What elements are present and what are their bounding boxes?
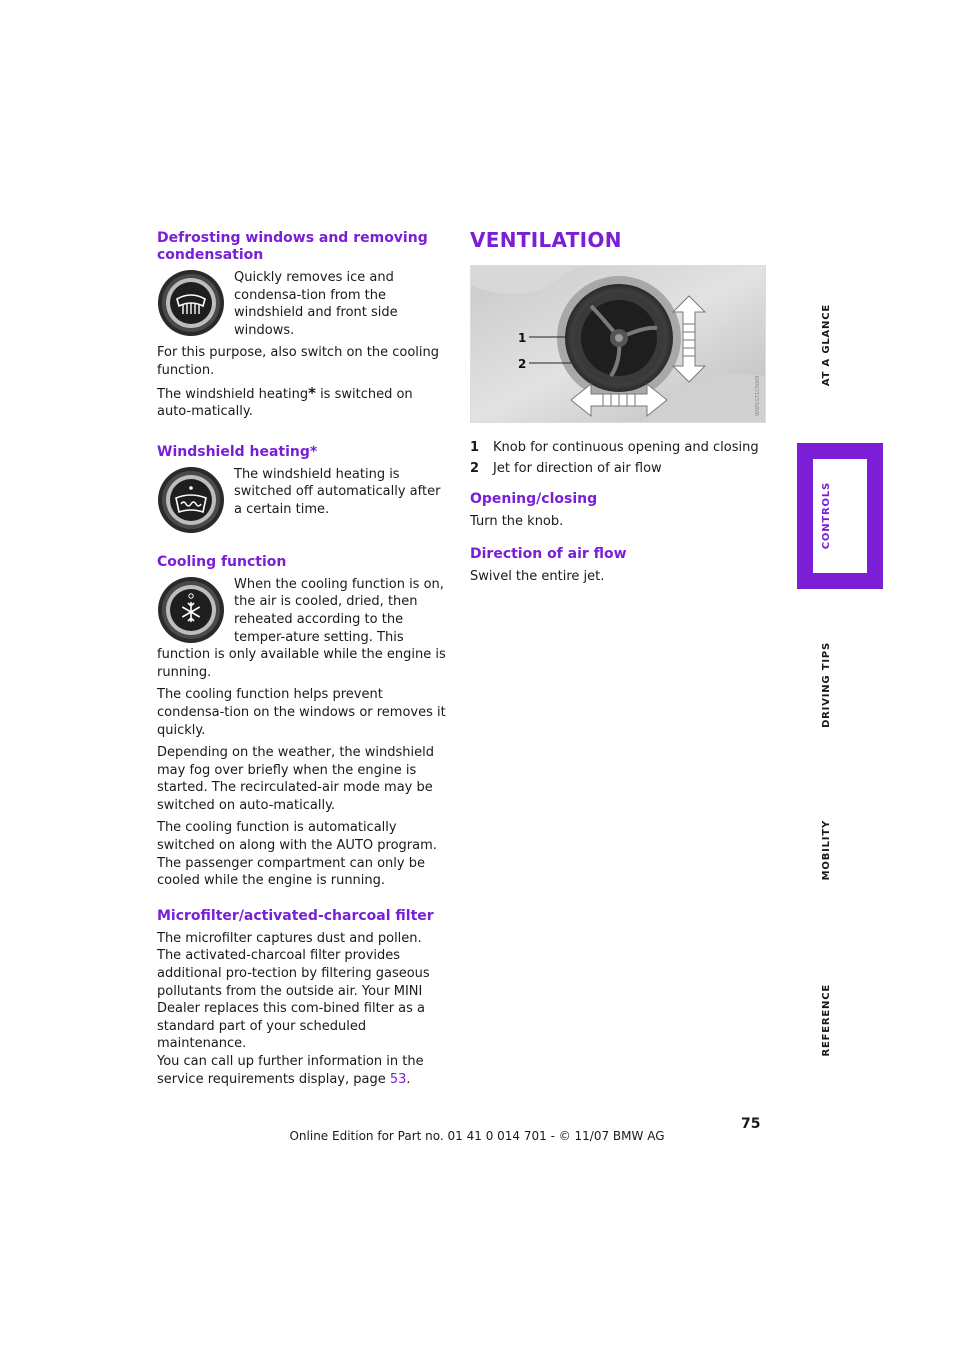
cooling-text-3: Depending on the weather, the windshield may fog over briefly when the engine is started. The recirculated-air mode may be switched on auto-matically.	[157, 745, 435, 813]
defrost-text-2: For this purpose, also switch on the cooling function.	[157, 345, 440, 378]
figure-code: W0P1GT1C5009	[755, 375, 761, 416]
snowflake-button-icon	[157, 576, 227, 644]
windshield-heating-button-icon	[157, 466, 227, 534]
direction-air-flow-text: Swivel the entire jet.	[470, 569, 605, 585]
section-microfilter	[157, 908, 449, 1088]
section-opening-closing	[470, 491, 770, 531]
opening-closing-text: Turn the knob.	[470, 513, 564, 529]
legend-item: 2 Jet for direction of air flow	[470, 461, 662, 477]
left-column	[157, 230, 449, 1106]
legend-item: 1 Knob for continuous opening and closing	[470, 439, 759, 455]
page-number: 75	[741, 1116, 761, 1132]
heading-microfilter: Microfilter/activated-charcoal filter	[157, 907, 434, 924]
figure-label-2: 2	[518, 357, 527, 371]
vent-illustration	[470, 265, 766, 423]
figure-legend	[470, 439, 770, 478]
defrost-text-3: The windshield heating* is switched on auto-matically.	[157, 383, 413, 420]
page-53-link[interactable]: 53	[389, 1071, 407, 1087]
heading-ventilation: VENTILATION	[470, 228, 622, 252]
cooling-text-2: The cooling function helps prevent condensa-tion on the windows or removes it quickly.	[157, 687, 446, 738]
heading-defrosting: Defrosting windows and removing condensation	[157, 230, 428, 263]
heading-direction-air-flow: Direction of air flow	[470, 546, 627, 563]
footer-edition: Online Edition for Part no. 01 41 0 014 701 - © 11/07 BMW AG	[289, 1129, 665, 1143]
cooling-text-4: The cooling function is automatically switched on along with the AUTO program. The passenger compartment can only be cooled while the engine is running.	[157, 820, 437, 889]
defrost-button-icon	[157, 269, 227, 337]
right-column	[470, 228, 770, 604]
tab-at-a-glance[interactable]: AT A GLANCE	[820, 303, 832, 387]
heading-windshield-heating: Windshield heating*	[157, 443, 318, 460]
figure-label-1: 1	[518, 331, 527, 345]
active-tab-marker	[797, 443, 883, 589]
defrost-text-1: Quickly removes ice and condensa-tion from the windshield and front side windows.	[234, 270, 398, 338]
section-defrosting	[157, 230, 449, 426]
section-cooling	[157, 554, 449, 890]
microfilter-text-1: The microfilter captures dust and pollen. The activated-charcoal filter provides additional pro-tection by filtering gaseous pollutants from the outside air. Your MINI Dealer replaces this com-bined filter as a standard part of your scheduled maintenance.	[157, 930, 430, 1052]
section-direction-air-flow	[470, 546, 770, 586]
tab-mobility[interactable]: MOBILITY	[820, 819, 832, 881]
tab-reference[interactable]: REFERENCE	[820, 983, 832, 1057]
windshield-heating-text: The windshield heating is switched off automatically after a certain time.	[234, 466, 441, 517]
cooling-text-1: When the cooling function is on, the air is cooled, dried, then reheated according to the temper-ature setting. This function is only available while the engine is running.	[157, 576, 446, 680]
microfilter-text-2: You can call up further information in the service requirements display, page 53.	[157, 1054, 424, 1087]
tab-driving-tips[interactable]: DRIVING TIPS	[820, 642, 832, 728]
heading-opening-closing: Opening/closing	[470, 490, 598, 507]
heading-cooling: Cooling function	[157, 553, 287, 570]
tab-controls[interactable]: CONTROLS	[820, 482, 832, 550]
section-windshield-heating	[157, 444, 449, 536]
